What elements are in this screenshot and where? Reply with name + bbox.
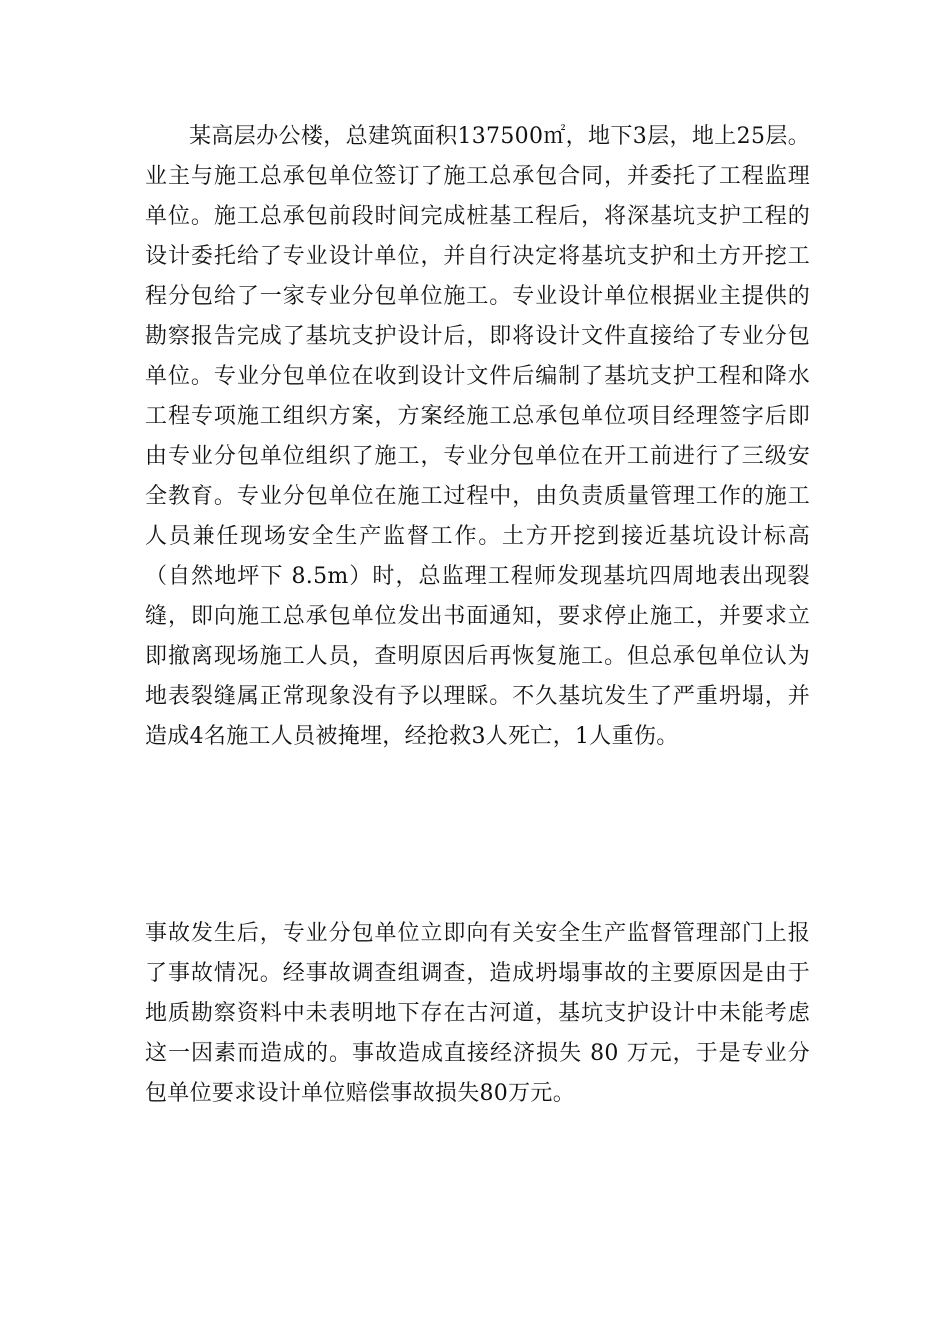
- accident-aftermath-paragraph: 事故发生后，专业分包单位立即向有关安全生产监督管理部门上报了事故情况。经事故调查组调查，造成坍塌事故的主要原因是由于地质勘察资料中未表明地下存在古河道，基坑支护设计中未能考虑这一因素而造成的。事故造成直接经济损失 80 万元，于是专业分包单位要求设计单位赔偿事故损失80万元。: [145, 921, 810, 1106]
- case-description-paragraph: 某高层办公楼，总建筑面积137500㎡，地下3层，地上25层。业主与施工总承包单位签订了施工总承包合同，并委托了工程监理单位。施工总承包前段时间完成桩基工程后，将深基坑支护工程的设计委托给了专业设计单位，并自行决定将基坑支护和土方开挖工程分包给了一家专业分包单位施工。专业设计单位根据业主提供的勘察报告完成了基坑支护设计后，即将设计文件直接给了专业分包单位。专业分包单位在收到设计文件后编制了基坑支护工程和降水工程专项施工组织方案，方案经施工总承包单位项目经理签字后即由专业分包单位组织了施工，专业分包单位在开工前进行了三级安全教育。专业分包单位在施工过程中，由负责质量管理工作的施工人员兼任现场安全生产监督工作。土方开挖到接近基坑设计标高（自然地坪下 8.5m）时，总监理工程师发现基坑四周地表出现裂缝，即向施工总承包单位发出书面通知，要求停止施工，并要求立即撤离现场施工人员，查明原因后再恢复施工。但总承包单位认为地表裂缝属正常现象没有予以理睬。不久基坑发生了严重坍塌，并造成4名施工人员被掩埋，经抢救3人死亡，1人重伤。: [145, 124, 810, 749]
